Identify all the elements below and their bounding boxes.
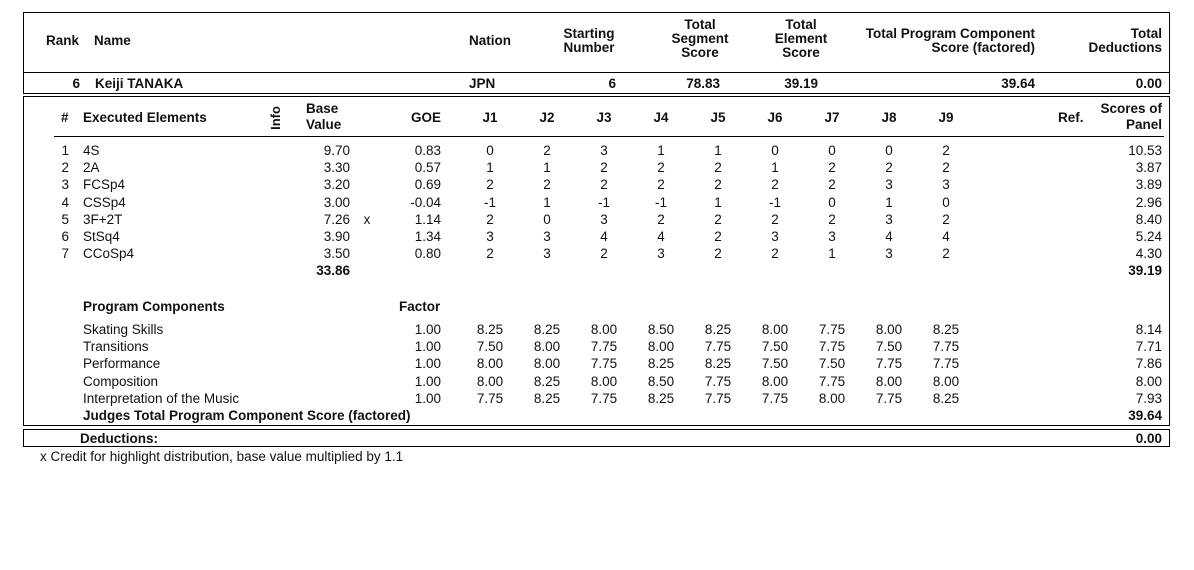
header-rank: Rank: [46, 33, 80, 48]
element-number: 7: [61, 246, 69, 262]
component-judge-4: 8.25: [647, 390, 675, 406]
element-judge-9: 2: [942, 246, 950, 262]
component-judge-1: 7.50: [476, 339, 504, 355]
judge-header-3: J3: [596, 110, 612, 125]
component-name: Transitions: [83, 339, 149, 355]
element-judge-4: 1: [657, 143, 665, 158]
element-judge-4: 2: [657, 160, 665, 176]
element-judge-6: 1: [771, 160, 779, 176]
component-judge-3: 7.75: [590, 390, 618, 406]
element-goe: 1.14: [414, 211, 441, 227]
element-goe: 0.80: [414, 246, 441, 262]
element-judge-7: 1: [828, 246, 836, 262]
component-judge-5: 7.75: [704, 339, 732, 355]
element-name: 3F+2T: [83, 211, 123, 227]
goe-header: GOE: [410, 110, 441, 125]
element-name: 4S: [83, 143, 100, 158]
element-judge-7: 2: [828, 160, 836, 176]
element-judge-1: 2: [486, 246, 494, 262]
element-judge-2: 2: [543, 177, 551, 193]
element-judge-2: 3: [543, 229, 551, 244]
component-judge-9: 8.25: [932, 322, 960, 337]
component-judge-2: 8.00: [533, 356, 561, 372]
component-judge-1: 8.00: [476, 356, 504, 372]
header-total-segment-score: Total Segment Score: [671, 17, 729, 60]
element-judge-1: 1: [486, 160, 494, 176]
element-number: 5: [61, 211, 69, 227]
header-starting-number: Starting Number: [563, 26, 615, 55]
program-components-header: Program Components: [83, 299, 225, 314]
component-judge-7: 7.75: [818, 322, 846, 337]
judge-header-8: J8: [881, 110, 897, 125]
element-goe: 0.57: [414, 160, 441, 176]
scores-of-panel-header: Scores of Panel: [1100, 101, 1162, 132]
element-judge-7: 0: [828, 194, 836, 210]
element-judge-6: 2: [771, 211, 779, 227]
skater-total-segment-score: 78.83: [686, 76, 720, 91]
element-judge-4: -1: [654, 194, 667, 210]
component-judge-4: 8.50: [647, 322, 675, 337]
component-judge-7: 8.00: [818, 390, 846, 406]
element-judge-1: 2: [486, 177, 494, 193]
element-judge-2: 1: [543, 194, 551, 210]
element-judge-7: 3: [828, 229, 836, 244]
component-factor: 1.00: [414, 373, 441, 389]
element-judge-3: 2: [600, 160, 608, 176]
element-judge-4: 2: [657, 211, 665, 227]
component-score: 7.86: [1135, 356, 1162, 372]
element-judge-2: 1: [543, 160, 551, 176]
element-judge-1: 3: [486, 229, 494, 244]
element-goe: 1.34: [414, 229, 441, 244]
component-judge-3: 8.00: [590, 322, 618, 337]
ref-header: Ref.: [1058, 110, 1084, 125]
element-info: x: [363, 211, 371, 227]
component-score: 7.71: [1135, 339, 1162, 355]
component-factor: 1.00: [414, 356, 441, 372]
components-total-value: 39.64: [1128, 408, 1162, 423]
element-judge-9: 4: [942, 229, 950, 244]
element-judge-8: 3: [885, 177, 893, 193]
element-score: 4.30: [1135, 246, 1162, 262]
element-judge-3: 4: [600, 229, 608, 244]
component-judge-1: 8.00: [476, 373, 504, 389]
element-judge-8: 3: [885, 246, 893, 262]
element-score: 2.96: [1135, 194, 1162, 210]
element-name: CSSp4: [83, 194, 126, 210]
component-factor: 1.00: [414, 390, 441, 406]
element-judge-8: 0: [885, 143, 893, 158]
elements-header-divider: [54, 136, 1164, 137]
component-judge-2: 8.25: [533, 373, 561, 389]
element-judge-4: 4: [657, 229, 665, 244]
element-judge-3: 3: [600, 211, 608, 227]
header-total-element-score: Total Element Score: [774, 17, 828, 60]
element-judge-4: 2: [657, 177, 665, 193]
element-judge-2: 2: [543, 143, 551, 158]
element-base-value: 3.30: [323, 160, 350, 176]
factor-header: Factor: [399, 299, 441, 314]
skater-tpcs: 39.64: [1001, 76, 1035, 91]
component-judge-9: 7.75: [932, 339, 960, 355]
element-judge-3: 2: [600, 177, 608, 193]
component-judge-7: 7.75: [818, 339, 846, 355]
component-judge-8: 7.50: [875, 339, 903, 355]
component-judge-5: 7.75: [704, 373, 732, 389]
header-nation: Nation: [469, 33, 511, 48]
element-judge-5: 2: [714, 177, 722, 193]
component-judge-8: 7.75: [875, 356, 903, 372]
component-judge-9: 8.00: [932, 373, 960, 389]
element-judge-9: 2: [942, 143, 950, 158]
element-number: 1: [61, 143, 69, 158]
element-score: 5.24: [1135, 229, 1162, 244]
executed-elements-header: Executed Elements: [83, 110, 207, 125]
component-judge-8: 7.75: [875, 390, 903, 406]
component-judge-6: 7.75: [761, 390, 789, 406]
component-judge-1: 8.25: [476, 322, 504, 337]
skater-total-element-score: 39.19: [784, 76, 818, 91]
element-base-value: 7.26: [323, 211, 350, 227]
component-judge-6: 8.00: [761, 373, 789, 389]
component-judge-5: 7.75: [704, 390, 732, 406]
element-judge-8: 1: [885, 194, 893, 210]
footnote: x Credit for highlight distribution, base value multiplied by 1.1: [40, 449, 404, 464]
element-judge-1: 0: [486, 143, 494, 158]
component-judge-5: 8.25: [704, 322, 732, 337]
deductions-label: Deductions:: [80, 431, 159, 446]
element-judge-5: 2: [714, 246, 722, 262]
element-judge-3: 3: [600, 143, 608, 158]
component-judge-2: 8.00: [533, 339, 561, 355]
element-judge-9: 2: [942, 160, 950, 176]
element-judge-6: 2: [771, 246, 779, 262]
skater-starting-number: 6: [608, 76, 616, 91]
element-goe: -0.04: [410, 194, 441, 210]
component-name: Composition: [83, 373, 159, 389]
element-base-value: 3.90: [323, 229, 350, 244]
judge-header-2: J2: [539, 110, 555, 125]
skater-total-deductions: 0.00: [1135, 76, 1162, 91]
component-judge-2: 8.25: [533, 322, 561, 337]
deductions-box: [23, 429, 1170, 447]
element-judge-9: 2: [942, 211, 950, 227]
element-judge-6: 0: [771, 143, 779, 158]
element-judge-5: 2: [714, 229, 722, 244]
judge-header-9: J9: [938, 110, 954, 125]
element-judge-6: 2: [771, 177, 779, 193]
component-name: Performance: [83, 356, 161, 372]
element-score: 8.40: [1135, 211, 1162, 227]
component-factor: 1.00: [414, 339, 441, 355]
components-total-label: Judges Total Program Component Score (factored): [83, 408, 411, 423]
component-judge-2: 8.25: [533, 390, 561, 406]
header-tpcs: Total Program Component Score (factored): [865, 26, 1035, 55]
component-judge-4: 8.50: [647, 373, 675, 389]
component-judge-6: 7.50: [761, 356, 789, 372]
element-judge-1: 2: [486, 211, 494, 227]
component-factor: 1.00: [414, 322, 441, 337]
element-base-value: 3.00: [323, 194, 350, 210]
element-judge-7: 0: [828, 143, 836, 158]
element-judge-6: -1: [768, 194, 781, 210]
component-judge-9: 8.25: [932, 390, 960, 406]
element-judge-4: 3: [657, 246, 665, 262]
element-judge-2: 3: [543, 246, 551, 262]
component-judge-1: 7.75: [476, 390, 504, 406]
component-judge-3: 7.75: [590, 339, 618, 355]
component-judge-7: 7.50: [818, 356, 846, 372]
component-judge-9: 7.75: [932, 356, 960, 372]
element-judge-1: -1: [483, 194, 496, 210]
element-judge-8: 2: [885, 160, 893, 176]
judge-header-7: J7: [824, 110, 840, 125]
component-judge-8: 8.00: [875, 322, 903, 337]
component-judge-8: 8.00: [875, 373, 903, 389]
component-judge-7: 7.75: [818, 373, 846, 389]
element-judge-5: 2: [714, 211, 722, 227]
element-number: 4: [61, 194, 69, 210]
judge-header-4: J4: [653, 110, 669, 125]
element-name: FCSp4: [83, 177, 126, 193]
element-judge-5: 1: [714, 143, 722, 158]
base-value-header: Base Value: [306, 101, 342, 132]
info-header: Info: [268, 106, 283, 130]
skater-nation: JPN: [469, 76, 496, 91]
element-score: 3.89: [1135, 177, 1162, 193]
element-name: 2A: [83, 160, 100, 176]
element-score: 3.87: [1135, 160, 1162, 176]
component-judge-3: 8.00: [590, 373, 618, 389]
component-judge-6: 7.50: [761, 339, 789, 355]
component-judge-4: 8.00: [647, 339, 675, 355]
element-judge-9: 0: [942, 194, 950, 210]
judge-header-6: J6: [767, 110, 783, 125]
component-score: 8.00: [1135, 373, 1162, 389]
header-name: Name: [94, 33, 131, 48]
element-goe: 0.69: [414, 177, 441, 193]
component-judge-5: 8.25: [704, 356, 732, 372]
element-judge-8: 4: [885, 229, 893, 244]
component-name: Skating Skills: [83, 322, 164, 337]
component-judge-3: 7.75: [590, 356, 618, 372]
element-judge-3: -1: [597, 194, 610, 210]
element-base-value: 9.70: [323, 143, 350, 158]
element-goe: 0.83: [414, 143, 441, 158]
element-judge-7: 2: [828, 211, 836, 227]
judge-header-5: J5: [710, 110, 726, 125]
element-name: StSq4: [83, 229, 120, 244]
elements-total-base-value: 33.86: [316, 263, 350, 278]
header-divider: [23, 72, 1170, 73]
element-name: CCoSp4: [83, 246, 135, 262]
element-judge-5: 2: [714, 160, 722, 176]
elements-num-header: #: [61, 110, 69, 125]
component-name: Interpretation of the Music: [83, 390, 240, 406]
element-number: 2: [61, 160, 69, 176]
component-score: 8.14: [1135, 322, 1162, 337]
skater-name: Keiji TANAKA: [95, 76, 184, 91]
deductions-value: 0.00: [1135, 431, 1162, 446]
skater-rank: 6: [72, 76, 80, 91]
component-score: 7.93: [1135, 390, 1162, 406]
header-total-deductions: Total Deductions: [1088, 26, 1162, 55]
element-judge-7: 2: [828, 177, 836, 193]
element-judge-2: 0: [543, 211, 551, 227]
element-judge-6: 3: [771, 229, 779, 244]
element-base-value: 3.50: [323, 246, 350, 262]
element-score: 10.53: [1128, 143, 1162, 158]
judge-header-1: J1: [482, 110, 498, 125]
element-number: 6: [61, 229, 69, 244]
element-judge-3: 2: [600, 246, 608, 262]
element-judge-9: 3: [942, 177, 950, 193]
element-number: 3: [61, 177, 69, 193]
elements-total-score: 39.19: [1128, 263, 1162, 278]
component-judge-4: 8.25: [647, 356, 675, 372]
element-judge-5: 1: [714, 194, 722, 210]
element-judge-8: 3: [885, 211, 893, 227]
component-judge-6: 8.00: [761, 322, 789, 337]
element-base-value: 3.20: [323, 177, 350, 193]
